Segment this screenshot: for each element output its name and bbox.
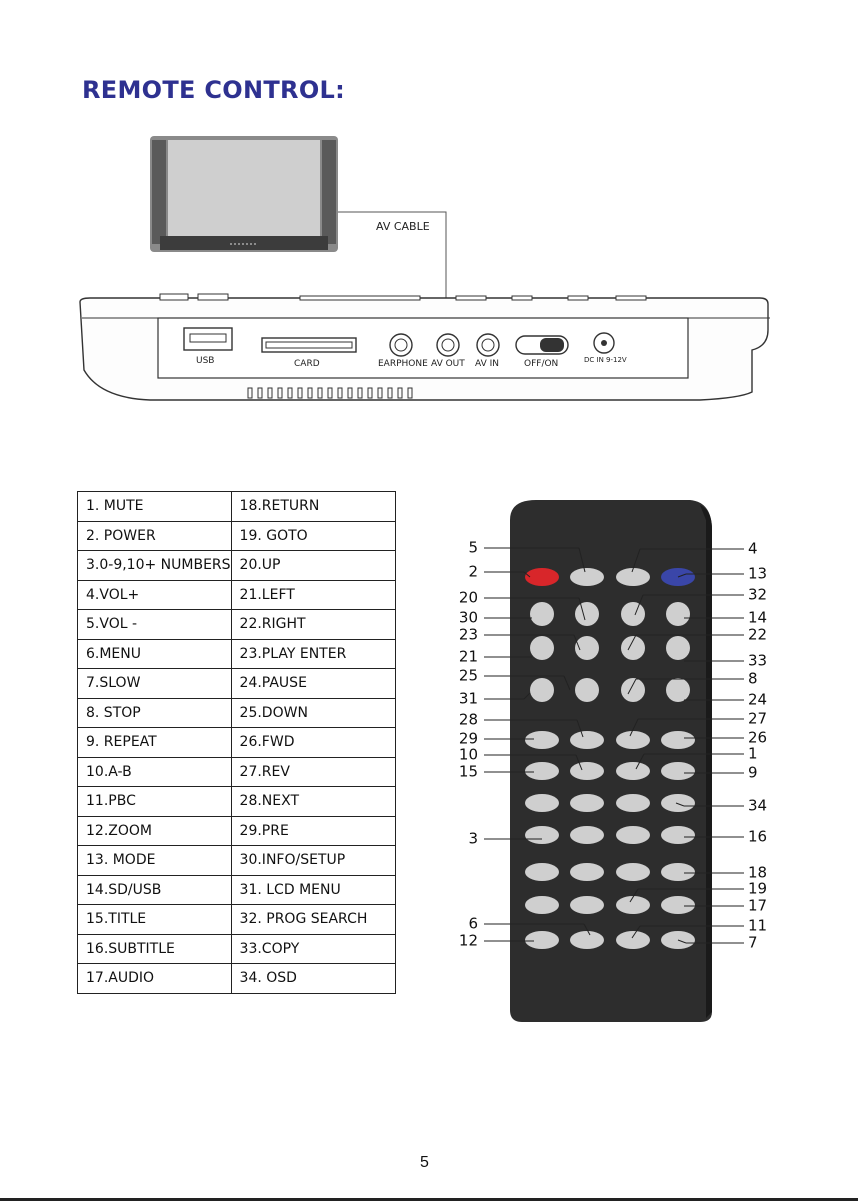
callout-number: 25	[458, 666, 478, 685]
remote-button	[616, 762, 650, 780]
callout-number: 17	[748, 896, 768, 915]
remote-button	[570, 931, 604, 949]
function-cell: 21.LEFT	[231, 580, 395, 610]
av-cable-label: AV CABLE	[376, 220, 430, 233]
function-row	[78, 610, 396, 640]
function-cell: 24.PAUSE	[231, 669, 395, 699]
function-cell: 10.A-B	[78, 757, 232, 787]
function-cell: 33.COPY	[231, 934, 395, 964]
function-row	[78, 875, 396, 905]
callout-number: 21	[458, 647, 478, 666]
callout-number: 3	[468, 829, 478, 848]
function-row	[78, 669, 396, 699]
remote-button	[661, 731, 695, 749]
remote-button	[570, 826, 604, 844]
function-cell: 2. POWER	[78, 521, 232, 551]
function-cell: 9. REPEAT	[78, 728, 232, 758]
remote-button	[621, 602, 645, 626]
function-cell: 19. GOTO	[231, 521, 395, 551]
callout-number: 8	[748, 669, 758, 688]
remote-button	[570, 568, 604, 586]
function-cell: 25.DOWN	[231, 698, 395, 728]
function-cell: 26.FWD	[231, 728, 395, 758]
remote-button	[525, 762, 559, 780]
remote-button	[616, 826, 650, 844]
callout-number: 26	[748, 728, 768, 747]
function-cell: 31. LCD MENU	[231, 875, 395, 905]
callout-number: 10	[458, 745, 478, 764]
remote-button	[666, 678, 690, 702]
remote-button	[570, 762, 604, 780]
remote-diagram	[430, 495, 858, 1030]
monitor-illustration	[150, 136, 338, 252]
page-number: 5	[420, 1154, 429, 1171]
remote-button	[530, 636, 554, 660]
remote-button	[666, 602, 690, 626]
callout-number: 24	[748, 690, 768, 709]
bottom-rule	[0, 1198, 858, 1201]
callout-number: 9	[748, 763, 758, 782]
player-side-view	[80, 294, 770, 400]
callout-number: 14	[748, 608, 768, 627]
port-label-dc-in: DC IN 9-12V	[584, 356, 627, 364]
remote-button	[575, 636, 599, 660]
function-cell: 27.REV	[231, 757, 395, 787]
remote-button	[661, 826, 695, 844]
function-row	[78, 492, 396, 522]
function-row	[78, 787, 396, 817]
remote-button	[616, 568, 650, 586]
remote-button	[570, 896, 604, 914]
callout-number: 6	[468, 914, 478, 933]
callout-number: 1	[748, 744, 758, 763]
callout-number: 29	[458, 729, 478, 748]
port-label-off-on: OFF/ON	[524, 359, 559, 369]
remote-button	[525, 731, 559, 749]
callout-number: 19	[748, 879, 768, 898]
function-row	[78, 728, 396, 758]
function-row	[78, 846, 396, 876]
port-label-av-out: AV OUT	[431, 359, 465, 369]
callout-number: 32	[748, 585, 768, 604]
function-cell: 30.INFO/SETUP	[231, 846, 395, 876]
callout-number: 15	[458, 762, 478, 781]
function-cell: 23.PLAY ENTER	[231, 639, 395, 669]
function-cell: 7.SLOW	[78, 669, 232, 699]
remote-button	[621, 678, 645, 702]
function-cell: 28.NEXT	[231, 787, 395, 817]
function-cell: 13. MODE	[78, 846, 232, 876]
function-table	[77, 491, 396, 994]
remote-button	[525, 794, 559, 812]
function-cell: 32. PROG SEARCH	[231, 905, 395, 935]
function-row	[78, 580, 396, 610]
remote-button	[570, 731, 604, 749]
function-cell: 14.SD/USB	[78, 875, 232, 905]
function-cell: 3.0-9,10+ NUMBERS	[78, 551, 232, 581]
callout-number: 22	[748, 625, 768, 644]
function-row	[78, 698, 396, 728]
remote-button	[616, 731, 650, 749]
remote-button	[666, 636, 690, 660]
remote-button	[616, 794, 650, 812]
remote-button	[570, 863, 604, 881]
port-label-usb: USB	[196, 356, 215, 366]
remote-button	[530, 602, 554, 626]
callout-number: 27	[748, 709, 768, 728]
callout-number: 20	[458, 588, 478, 607]
port-label-av-in: AV IN	[475, 359, 499, 369]
function-cell: 4.VOL+	[78, 580, 232, 610]
function-cell: 11.PBC	[78, 787, 232, 817]
remote-button	[661, 863, 695, 881]
callout-number: 5	[468, 538, 478, 557]
remote-button	[661, 794, 695, 812]
function-row	[78, 964, 396, 994]
callout-number: 33	[748, 651, 768, 670]
remote-button	[575, 602, 599, 626]
callout-number: 31	[458, 689, 478, 708]
callout-number: 11	[748, 916, 768, 935]
callout-number: 23	[458, 625, 478, 644]
page-title: REMOTE CONTROL:	[82, 76, 346, 104]
function-cell: 6.MENU	[78, 639, 232, 669]
remote-button	[525, 931, 559, 949]
callout-number: 4	[748, 539, 758, 558]
function-row	[78, 551, 396, 581]
callout-number: 28	[458, 710, 478, 729]
remote-button	[616, 896, 650, 914]
remote-button	[661, 762, 695, 780]
callout-number: 2	[468, 562, 478, 581]
callout-number: 7	[748, 933, 758, 952]
remote-button	[570, 794, 604, 812]
callout-number: 30	[458, 608, 478, 627]
function-cell: 29.PRE	[231, 816, 395, 846]
function-cell: 20.UP	[231, 551, 395, 581]
function-row	[78, 934, 396, 964]
device-diagram	[0, 120, 858, 420]
function-cell: 16.SUBTITLE	[78, 934, 232, 964]
function-cell: 1. MUTE	[78, 492, 232, 522]
callout-number: 34	[748, 796, 768, 815]
remote-button	[575, 678, 599, 702]
function-cell: 15.TITLE	[78, 905, 232, 935]
function-row	[78, 905, 396, 935]
function-row	[78, 816, 396, 846]
function-cell: 12.ZOOM	[78, 816, 232, 846]
function-row	[78, 521, 396, 551]
function-cell: 22.RIGHT	[231, 610, 395, 640]
remote-button	[525, 863, 559, 881]
remote-button	[616, 931, 650, 949]
remote-button	[525, 568, 559, 586]
callout-number: 12	[458, 931, 478, 950]
remote-button	[661, 896, 695, 914]
remote-button	[525, 896, 559, 914]
function-row	[78, 639, 396, 669]
remote-button	[530, 678, 554, 702]
remote-button	[616, 863, 650, 881]
callout-number: 13	[748, 564, 768, 583]
function-cell: 8. STOP	[78, 698, 232, 728]
remote-button	[525, 826, 559, 844]
callout-number: 18	[748, 863, 768, 882]
function-row	[78, 757, 396, 787]
function-cell: 5.VOL -	[78, 610, 232, 640]
function-cell: 18.RETURN	[231, 492, 395, 522]
function-cell: 17.AUDIO	[78, 964, 232, 994]
port-label-earphone: EARPHONE	[378, 359, 428, 369]
function-cell: 34. OSD	[231, 964, 395, 994]
port-label-card: CARD	[294, 359, 320, 369]
callout-number: 16	[748, 827, 768, 846]
